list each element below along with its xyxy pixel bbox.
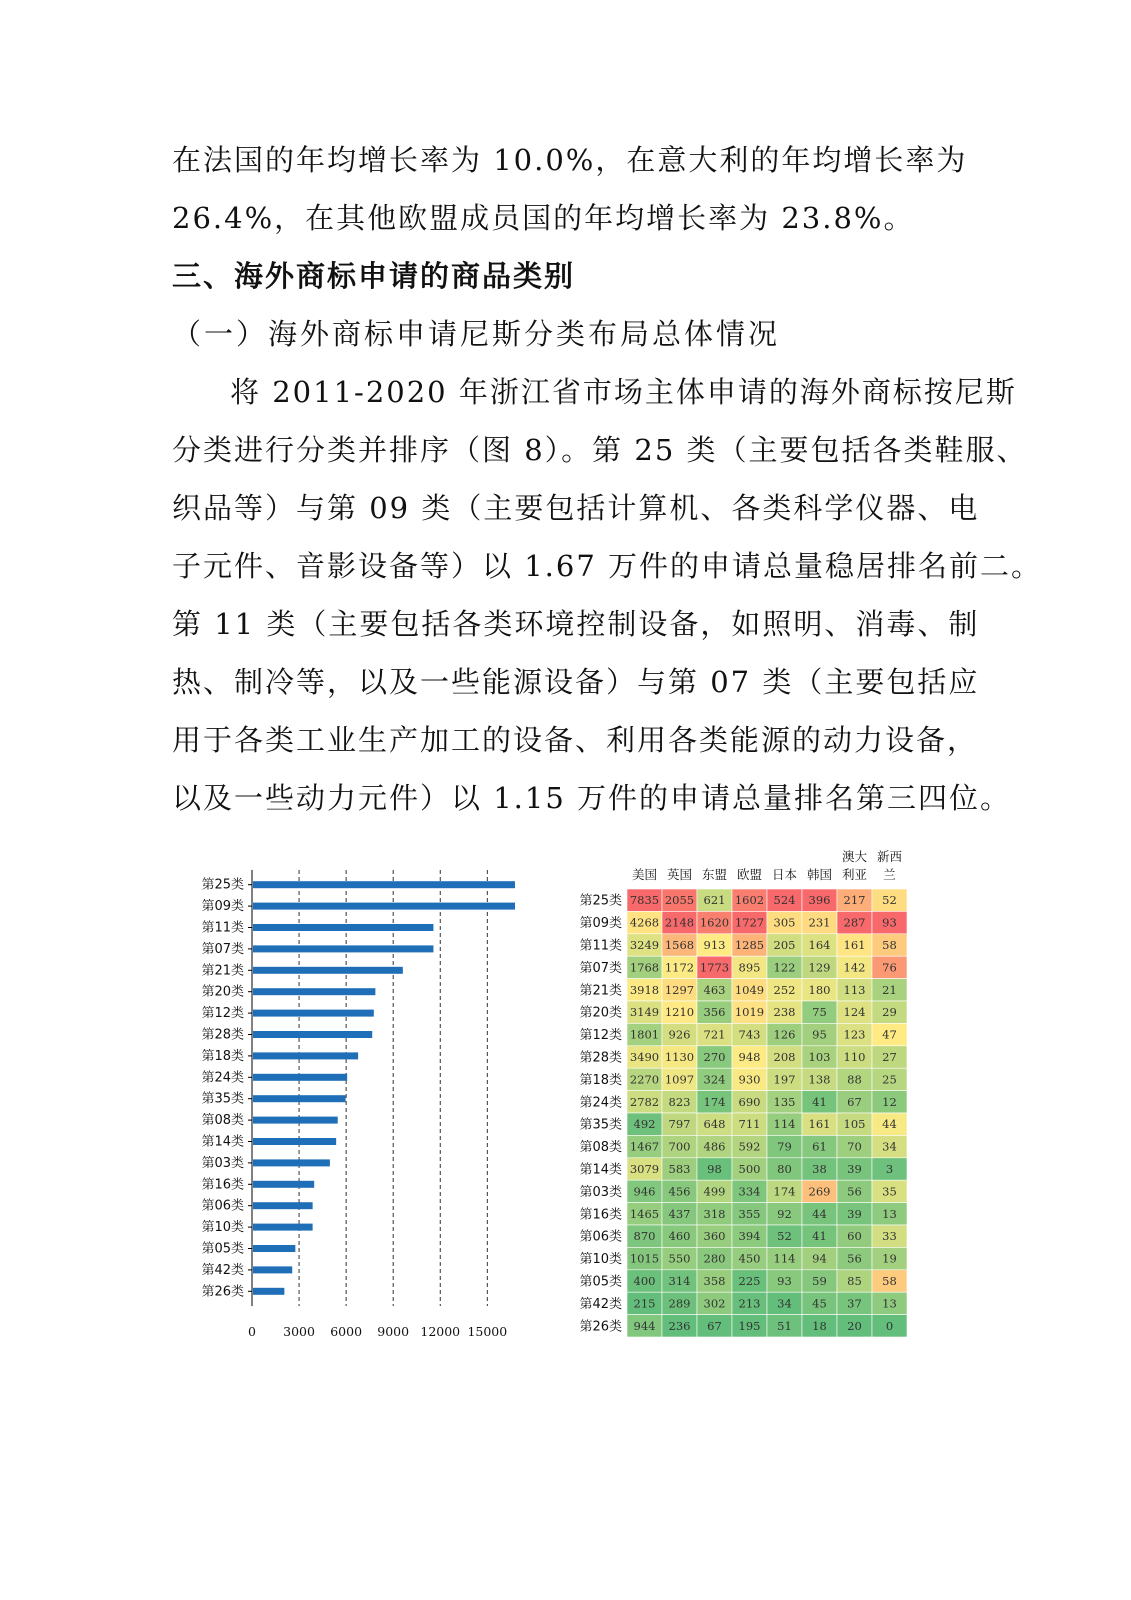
- paragraph-2-line-1: 将 2011-2020 年浙江省市场主体申请的海外商标按尼斯: [230, 375, 1017, 409]
- row-label: 第24类: [579, 1095, 622, 1111]
- heat-cell-value: 58: [882, 938, 897, 952]
- category-label: 第25类: [201, 877, 244, 893]
- heat-cell-value: 93: [882, 915, 897, 930]
- heat-cell-value: 280: [703, 1251, 726, 1266]
- heat-cell-value: 113: [843, 982, 866, 997]
- row-label: 第11类: [579, 938, 622, 954]
- bar: [253, 967, 403, 974]
- row-label: 第06类: [579, 1229, 622, 1245]
- heat-cell-value: 215: [633, 1296, 656, 1311]
- heat-cell-value: 33: [882, 1229, 897, 1244]
- bar: [253, 1138, 336, 1145]
- heat-cell-value: 34: [777, 1296, 792, 1311]
- heat-cell-value: 400: [633, 1274, 656, 1288]
- heat-cell-value: 122: [773, 960, 796, 975]
- bar: [253, 1224, 313, 1231]
- row-label: 第28类: [579, 1050, 622, 1066]
- category-label: 第28类: [201, 1027, 244, 1043]
- heat-cell-value: 56: [847, 1251, 862, 1266]
- heat-cell-value: 1210: [664, 1005, 695, 1020]
- category-label: 第21类: [201, 963, 244, 979]
- column-header: 韩国: [806, 867, 833, 882]
- heat-cell-value: 59: [812, 1274, 827, 1288]
- heat-cell-value: 870: [633, 1229, 656, 1244]
- heat-cell-value: 450: [738, 1251, 761, 1266]
- paragraph-1-line-2: 26.4%，在其他欧盟成员国的年均增长率为 23.8%。: [172, 201, 915, 235]
- heat-cell-value: 524: [773, 893, 796, 908]
- heat-cell-value: 34: [882, 1139, 897, 1154]
- bar: [253, 1266, 292, 1273]
- heat-cell-value: 314: [668, 1274, 691, 1288]
- heat-cell-value: 318: [703, 1206, 726, 1221]
- heat-cell-value: 52: [777, 1229, 792, 1244]
- heat-cell-value: 126: [773, 1027, 796, 1042]
- row-label: 第08类: [579, 1140, 622, 1156]
- bar: [253, 1074, 347, 1081]
- heat-cell-value: 1097: [664, 1072, 695, 1087]
- x-tick-label: 9000: [377, 1324, 410, 1339]
- category-label: 第09类: [201, 899, 244, 915]
- heat-cell-value: 743: [738, 1027, 761, 1042]
- heat-cell-value: 27: [882, 1050, 897, 1064]
- category-label: 第08类: [201, 1113, 244, 1129]
- heat-cell-value: 95: [812, 1027, 827, 1042]
- bar: [253, 1010, 374, 1017]
- heat-cell-value: 138: [808, 1072, 831, 1087]
- category-label: 第07类: [201, 941, 244, 957]
- paragraph-2-line-5: 第 11 类（主要包括各类环境控制设备，如照明、消毒、制: [172, 607, 980, 641]
- heat-cell-value: 35: [882, 1184, 897, 1199]
- heat-cell-value: 1620: [699, 915, 730, 930]
- heat-cell-value: 492: [633, 1117, 656, 1132]
- heat-cell-value: 930: [738, 1072, 761, 1087]
- bar: [253, 1031, 372, 1038]
- heat-cell-value: 52: [882, 893, 897, 908]
- heat-cell-value: 110: [843, 1050, 866, 1064]
- bar: [253, 1052, 358, 1059]
- row-label: 第07类: [579, 960, 622, 976]
- heat-cell-value: 231: [808, 915, 831, 930]
- heat-cell-value: 4268: [629, 915, 660, 930]
- bar: [253, 945, 433, 952]
- row-label: 第16类: [579, 1207, 622, 1223]
- heat-cell-value: 1467: [629, 1139, 660, 1154]
- sub-heading: （一）海外商标申请尼斯分类布局总体情况: [172, 317, 781, 351]
- heat-cell-value: 269: [808, 1184, 831, 1199]
- heat-cell-value: 67: [847, 1094, 862, 1109]
- bar: [253, 1245, 295, 1252]
- heat-cell-value: 1019: [734, 1005, 765, 1020]
- heat-cell-value: 437: [668, 1206, 691, 1221]
- heat-cell-value: 1465: [629, 1206, 660, 1221]
- heat-cell-value: 252: [773, 982, 796, 997]
- category-label: 第20类: [201, 984, 244, 1000]
- heat-cell-value: 3149: [629, 1005, 660, 1020]
- heat-cell-value: 161: [808, 1117, 831, 1132]
- column-header: 欧盟: [736, 867, 763, 882]
- heat-cell-value: 41: [812, 1229, 827, 1244]
- heat-cell-value: 700: [668, 1139, 691, 1154]
- heat-cell-value: 648: [703, 1117, 726, 1132]
- heat-cell-value: 356: [703, 1005, 726, 1020]
- bar: [253, 903, 515, 910]
- heat-cell-value: 1773: [699, 960, 730, 975]
- heat-cell-value: 70: [847, 1139, 862, 1154]
- column-header: 东盟: [701, 867, 728, 882]
- heat-cell-value: 500: [738, 1162, 761, 1176]
- paragraph-2-line-4: 子元件、音影设备等）以 1.67 万件的申请总量稳居排名前二。: [172, 549, 1043, 583]
- heat-cell-value: 238: [773, 1005, 796, 1020]
- heat-cell-value: 217: [843, 893, 866, 908]
- heat-cell-value: 94: [812, 1251, 827, 1266]
- heat-cell-value: 324: [703, 1072, 726, 1087]
- heat-cell-value: 20: [847, 1318, 862, 1333]
- heat-cell-value: 56: [847, 1184, 862, 1199]
- heat-cell-value: 92: [777, 1206, 792, 1221]
- heat-cell-value: 2148: [664, 915, 695, 930]
- heat-cell-value: 75: [812, 1005, 827, 1020]
- heat-cell-value: 180: [808, 982, 831, 997]
- heat-cell-value: 103: [808, 1050, 831, 1064]
- row-label: 第03类: [579, 1184, 622, 1200]
- heat-cell-value: 334: [738, 1184, 761, 1199]
- heat-cell-value: 39: [847, 1162, 862, 1176]
- heat-cell-value: 711: [738, 1117, 761, 1132]
- bar: [253, 1202, 313, 1209]
- heat-cell-value: 105: [843, 1117, 866, 1132]
- heat-cell-value: 80: [777, 1162, 792, 1176]
- column-header: 美国: [631, 867, 658, 882]
- heat-cell-value: 164: [808, 938, 831, 952]
- heat-cell-value: 0: [885, 1318, 894, 1333]
- heat-cell-value: 29: [882, 1005, 897, 1020]
- heat-cell-value: 195: [738, 1318, 761, 1333]
- heat-cell-value: 44: [812, 1206, 827, 1221]
- bar: [253, 1117, 338, 1124]
- category-label: 第42类: [201, 1262, 244, 1278]
- heat-cell-value: 946: [633, 1184, 656, 1199]
- heat-cell-value: 690: [738, 1094, 761, 1109]
- heat-cell-value: 67: [707, 1318, 722, 1333]
- heat-cell-value: 499: [703, 1184, 726, 1199]
- column-header: 日本: [771, 867, 798, 882]
- category-label: 第26类: [201, 1284, 244, 1300]
- heat-cell-value: 37: [847, 1296, 862, 1311]
- heat-cell-value: 944: [633, 1318, 656, 1333]
- heat-cell-value: 289: [668, 1296, 691, 1311]
- category-label: 第03类: [201, 1155, 244, 1171]
- row-label: 第09类: [579, 916, 622, 932]
- category-label: 第10类: [201, 1220, 244, 1236]
- heat-cell-value: 394: [738, 1229, 761, 1244]
- heat-cell-value: 39: [847, 1206, 862, 1221]
- heat-cell-value: 1015: [629, 1251, 660, 1266]
- heat-cell-value: 463: [703, 982, 726, 997]
- row-label: 第14类: [579, 1162, 622, 1178]
- heat-cell-value: 360: [703, 1229, 726, 1244]
- heat-cell-value: 302: [703, 1296, 726, 1311]
- heat-cell-value: 486: [703, 1139, 726, 1154]
- heat-cell-value: 225: [738, 1274, 761, 1288]
- bar: [253, 924, 433, 931]
- heat-cell-value: 19: [882, 1251, 897, 1266]
- heat-cell-value: 1172: [664, 960, 695, 975]
- heat-cell-value: 41: [812, 1094, 827, 1109]
- heat-cell-value: 592: [738, 1139, 761, 1154]
- heat-cell-value: 913: [703, 938, 726, 952]
- heat-cell-value: 208: [773, 1050, 796, 1064]
- category-label: 第06类: [201, 1198, 244, 1214]
- paragraph-1-line-1: 在法国的年均增长率为 10.0%，在意大利的年均增长率为: [172, 143, 968, 177]
- heat-cell-value: 124: [843, 1005, 866, 1020]
- bar: [253, 988, 375, 995]
- heat-cell-value: 1801: [629, 1027, 660, 1042]
- heat-cell-value: 88: [847, 1072, 862, 1087]
- heat-cell-value: 305: [773, 915, 796, 930]
- heat-cell-value: 456: [668, 1184, 691, 1199]
- heat-cell-value: 58: [882, 1274, 897, 1288]
- heat-cell-value: 355: [738, 1206, 761, 1221]
- row-label: 第35类: [579, 1117, 622, 1133]
- heat-cell-value: 460: [668, 1229, 691, 1244]
- heat-cell-value: 3490: [629, 1050, 660, 1064]
- heat-cell-value: 174: [773, 1184, 796, 1199]
- heat-cell-value: 2782: [629, 1094, 660, 1109]
- paragraph-2-line-8: 以及一些动力元件）以 1.15 万件的申请总量排名第三四位。: [172, 781, 1012, 815]
- heat-cell-value: 1297: [664, 982, 695, 997]
- heat-cell-value: 129: [808, 960, 831, 975]
- heat-cell-value: 13: [882, 1296, 897, 1311]
- heat-cell-value: 1602: [734, 893, 765, 908]
- heat-cell-value: 396: [808, 893, 831, 908]
- heat-cell-value: 135: [773, 1094, 796, 1109]
- row-label: 第26类: [579, 1319, 622, 1335]
- heat-cell-value: 25: [882, 1072, 897, 1087]
- section-heading: 三、海外商标申请的商品类别: [172, 259, 576, 293]
- row-label: 第21类: [579, 983, 622, 999]
- heat-cell-value: 18: [812, 1318, 827, 1333]
- column-header-part: 兰: [883, 867, 896, 882]
- category-label: 第18类: [201, 1048, 244, 1064]
- heat-cell-value: 123: [843, 1027, 866, 1042]
- heat-cell-value: 287: [843, 915, 866, 930]
- heat-cell-value: 3249: [629, 938, 660, 952]
- heat-cell-value: 60: [847, 1229, 862, 1244]
- heat-cell-value: 93: [777, 1274, 792, 1288]
- x-tick-label: 12000: [420, 1324, 461, 1339]
- heat-cell-value: 142: [843, 960, 866, 975]
- category-label: 第12类: [201, 1006, 244, 1022]
- heat-cell-value: 51: [777, 1318, 792, 1333]
- bar: [253, 1181, 314, 1188]
- heat-cell-value: 161: [843, 938, 866, 952]
- heat-cell-value: 621: [703, 893, 726, 908]
- heat-cell-value: 1727: [734, 915, 765, 930]
- heatmap-chart: [560, 845, 920, 1345]
- bar: [253, 1288, 284, 1295]
- heat-cell-value: 1130: [664, 1050, 695, 1064]
- category-label: 第05类: [201, 1241, 244, 1257]
- column-header-part: 澳大: [841, 849, 868, 864]
- bar-chart: [180, 860, 540, 1340]
- x-tick-label: 6000: [330, 1324, 363, 1339]
- heat-cell-value: 270: [703, 1050, 726, 1064]
- heat-cell-value: 76: [882, 960, 897, 975]
- row-label: 第20类: [579, 1005, 622, 1021]
- heat-cell-value: 12: [882, 1094, 897, 1109]
- category-label: 第24类: [201, 1070, 244, 1086]
- heat-cell-value: 7835: [629, 893, 660, 908]
- row-label: 第18类: [579, 1072, 622, 1088]
- row-label: 第12类: [579, 1028, 622, 1044]
- paragraph-2-line-6: 热、制冷等，以及一些能源设备）与第 07 类（主要包括应: [172, 665, 980, 699]
- paragraph-2-line-2: 分类进行分类并排序（图 8）。第 25 类（主要包括各类鞋服、: [172, 433, 1028, 467]
- heat-cell-value: 13: [882, 1206, 897, 1221]
- heat-cell-value: 895: [738, 960, 761, 975]
- heat-cell-value: 3918: [629, 982, 660, 997]
- heat-cell-value: 205: [773, 938, 796, 952]
- column-header-part: 新西: [876, 849, 903, 864]
- heat-cell-value: 213: [738, 1296, 761, 1311]
- bar: [253, 881, 515, 888]
- row-label: 第10类: [579, 1252, 622, 1268]
- heat-cell-value: 2055: [664, 893, 695, 908]
- category-label: 第35类: [201, 1091, 244, 1107]
- paragraph-2-line-7: 用于各类工业生产加工的设备、利用各类能源的动力设备，: [172, 723, 979, 757]
- category-label: 第11类: [201, 920, 244, 936]
- heat-cell-value: 721: [703, 1027, 726, 1042]
- heat-cell-value: 98: [707, 1162, 722, 1176]
- heat-cell-value: 550: [668, 1251, 691, 1266]
- heat-cell-value: 948: [738, 1050, 761, 1064]
- heat-cell-value: 1768: [629, 960, 660, 975]
- heat-cell-value: 2270: [629, 1072, 660, 1087]
- category-label: 第16类: [201, 1177, 244, 1193]
- row-label: 第42类: [579, 1296, 622, 1312]
- heat-cell-value: 45: [812, 1296, 827, 1311]
- heat-cell-value: 85: [847, 1274, 862, 1288]
- heat-cell-value: 47: [882, 1027, 897, 1042]
- heat-cell-value: 823: [668, 1094, 691, 1109]
- heat-cell-value: 1285: [734, 938, 765, 952]
- heat-cell-value: 61: [812, 1139, 827, 1154]
- heat-cell-value: 174: [703, 1094, 726, 1109]
- bar: [253, 1095, 346, 1102]
- heat-cell-value: 797: [668, 1117, 691, 1132]
- row-label: 第25类: [579, 893, 622, 909]
- heat-cell-value: 583: [668, 1162, 691, 1176]
- heat-cell-value: 236: [668, 1318, 691, 1333]
- heat-cell-value: 926: [668, 1027, 691, 1042]
- bar: [253, 1159, 330, 1166]
- column-header: 英国: [666, 867, 693, 882]
- heat-cell-value: 114: [773, 1117, 796, 1132]
- heat-cell-value: 358: [703, 1274, 726, 1288]
- heat-cell-value: 1049: [734, 982, 765, 997]
- heat-cell-value: 3079: [629, 1162, 660, 1176]
- heat-cell-value: 79: [777, 1139, 792, 1154]
- heat-cell-value: 21: [882, 982, 897, 997]
- heat-cell-value: 1568: [664, 938, 695, 952]
- heat-cell-value: 3: [885, 1162, 894, 1176]
- row-label: 第05类: [579, 1274, 622, 1290]
- heat-cell-value: 197: [773, 1072, 796, 1087]
- heat-cell-value: 114: [773, 1251, 796, 1266]
- category-label: 第14类: [201, 1134, 244, 1150]
- x-tick-label: 15000: [467, 1324, 508, 1339]
- column-header-part: 利亚: [841, 867, 868, 882]
- x-tick-label: 0: [248, 1324, 256, 1339]
- paragraph-2-line-3: 织品等）与第 09 类（主要包括计算机、各类科学仪器、电: [172, 491, 980, 525]
- heat-cell-value: 38: [812, 1162, 827, 1176]
- heat-cell-value: 44: [882, 1117, 897, 1132]
- x-tick-label: 3000: [283, 1324, 315, 1339]
